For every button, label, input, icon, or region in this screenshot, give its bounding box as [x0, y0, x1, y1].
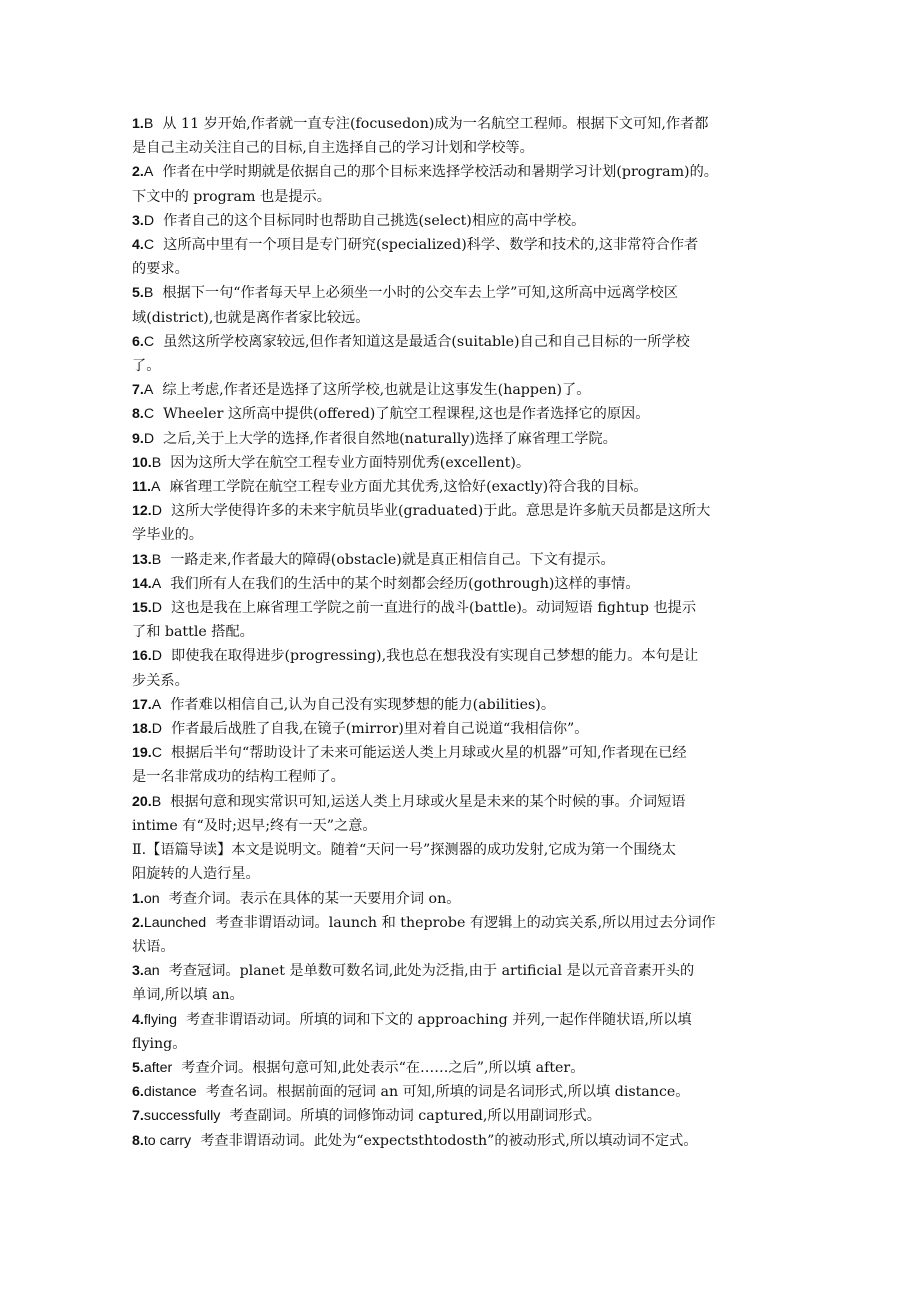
item-answer: D: [151, 600, 162, 617]
answer-item: [132, 330, 796, 354]
item-answer: distance: [143, 1084, 197, 1101]
intro-text: 阳旋转的人造行星。: [132, 866, 260, 883]
item-answer: C: [143, 333, 155, 350]
item-answer: after: [143, 1059, 173, 1076]
item-explanation: 考查非谓语动词。所填的词和下文的 approaching 并列,一起作伴随状语,所以填: [186, 1011, 692, 1028]
grammar-item: [132, 911, 796, 935]
item-explanation: 是一名非常成功的结构工程师了。: [132, 769, 345, 786]
item-answer: flying: [143, 1011, 177, 1028]
item-number: 19.: [132, 745, 152, 762]
item-number: 15.: [132, 600, 152, 617]
item-answer: D: [151, 721, 162, 738]
answer-item-continuation: [132, 814, 796, 838]
item-number: 12.: [132, 503, 152, 520]
item-explanation: 考查副词。所填的词修饰动词 captured,所以用副词形式。: [229, 1108, 601, 1125]
item-answer: A: [143, 382, 154, 399]
item-explanation: 域(district),也就是离作者家比较远。: [132, 309, 370, 326]
item-number: 11.: [132, 479, 151, 496]
item-number: 4.: [132, 237, 144, 254]
answer-item: [132, 475, 796, 499]
item-explanation: 作者难以相信自己,认为自己没有实现梦想的能力(abilities)。: [170, 696, 556, 713]
item-number: 17.: [132, 696, 152, 713]
item-answer: C: [143, 237, 155, 254]
item-explanation: 单词,所以填 an。: [132, 987, 244, 1004]
answer-item-continuation: [132, 620, 796, 644]
answer-item-continuation: [132, 136, 796, 160]
intro-text: Ⅱ.【语篇导读】本文是说明文。随着“天问一号”探测器的成功发射,它成为第一个围绕太: [132, 842, 676, 859]
item-number: 1.: [132, 890, 144, 907]
answer-item-continuation: [132, 669, 796, 693]
item-answer: C: [151, 745, 162, 762]
answer-item-continuation: [132, 185, 796, 209]
item-number: 6.: [132, 333, 144, 350]
item-number: 10.: [132, 454, 152, 471]
item-number: 3.: [132, 212, 144, 229]
answer-item-continuation: [132, 765, 796, 789]
item-number: 13.: [132, 551, 152, 568]
item-number: 6.: [132, 1084, 144, 1101]
item-explanation: intime 有“及时;迟早;终有一天”之意。: [132, 817, 377, 834]
item-explanation: 下文中的 program 也是提示。: [132, 188, 331, 205]
answer-item-continuation: [132, 523, 796, 547]
answer-item: [132, 693, 796, 717]
item-number: 16.: [132, 648, 152, 665]
answer-item: [132, 112, 796, 136]
item-number: 7.: [132, 1108, 144, 1125]
item-number: 18.: [132, 721, 152, 738]
item-number: 7.: [132, 382, 144, 399]
item-number: 9.: [132, 430, 144, 447]
item-answer: D: [143, 212, 155, 229]
answer-item: [132, 451, 796, 475]
answer-item-continuation: [132, 257, 796, 281]
item-answer: A: [151, 575, 162, 592]
item-explanation: 综上考虑,作者还是选择了这所学校,也就是让这事发生(happen)了。: [162, 382, 591, 399]
item-answer: A: [143, 164, 154, 181]
item-explanation: 从 11 岁开始,作者就一直专注(focusedon)成为一名航空工程师。根据下文可知,作者都: [162, 116, 709, 132]
answer-item: [132, 644, 796, 668]
grammar-item: [132, 1129, 796, 1153]
item-answer: B: [151, 454, 162, 471]
answer-item: [132, 281, 796, 305]
item-number: 1.: [132, 116, 144, 132]
item-number: 2.: [132, 164, 144, 181]
item-explanation: 步关系。: [132, 672, 189, 689]
grammar-item: [132, 959, 796, 983]
answer-item: [132, 427, 796, 451]
item-explanation: 的要求。: [132, 261, 189, 278]
item-explanation: flying。: [132, 1035, 187, 1052]
item-answer: D: [151, 648, 162, 665]
item-number: 5.: [132, 285, 144, 302]
item-number: 4.: [132, 1011, 144, 1028]
item-answer: B: [143, 116, 154, 132]
grammar-item: [132, 1056, 796, 1080]
item-explanation: 根据下一句“作者每天早上必须坐一小时的公交车去上学”可知,这所高中远离学校区: [162, 285, 678, 302]
item-explanation: 了和 battle 搭配。: [132, 624, 254, 641]
item-answer: B: [151, 793, 162, 810]
item-answer: B: [143, 285, 154, 302]
answer-item: [132, 717, 796, 741]
grammar-item: [132, 1080, 796, 1104]
grammar-item-continuation: [132, 1032, 796, 1056]
item-explanation: Wheeler 这所高中提供(offered)了航空工程课程,这也是作者选择它的原因。: [163, 406, 650, 423]
item-explanation: 是自己主动关注自己的目标,自主选择自己的学习计划和学校等。: [132, 140, 534, 157]
item-explanation: 我们所有人在我们的生活中的某个时刻都会经历(gothrough)这样的事情。: [170, 575, 640, 592]
answer-document: [132, 112, 796, 1153]
item-explanation: 因为这所大学在航空工程专业方面特别优秀(excellent)。: [170, 454, 531, 471]
item-explanation: 作者在中学时期就是依据自己的那个目标来选择学校活动和暑期学习计划(program)的。: [162, 164, 718, 181]
item-explanation: 考查非谓语动词。launch 和 theprobe 有逻辑上的动宾关系,所以用过去分词作: [215, 914, 716, 931]
grammar-item: [132, 1104, 796, 1128]
grammar-item-continuation: [132, 983, 796, 1007]
answer-item: [132, 572, 796, 596]
section-two-intro: [132, 862, 796, 886]
item-explanation: 这所高中里有一个项目是专门研究(specialized)科学、数学和技术的,这非常符合作者: [163, 237, 699, 254]
grammar-item: [132, 1008, 796, 1032]
answer-item: [132, 548, 796, 572]
answer-item: [132, 402, 796, 426]
item-answer: D: [151, 503, 162, 520]
item-explanation: 麻省理工学院在航空工程专业方面尤其优秀,这恰好(exactly)符合我的目标。: [169, 479, 648, 496]
item-explanation: 之后,关于上大学的选择,作者很自然地(naturally)选择了麻省理工学院。: [163, 430, 617, 447]
item-answer: on: [143, 890, 160, 907]
item-explanation: 即使我在取得进步(progressing),我也总在想我没有实现自己梦想的能力。本句是让: [171, 648, 699, 665]
item-number: 5.: [132, 1059, 144, 1076]
answer-item: [132, 378, 796, 402]
item-explanation: 了。: [132, 358, 161, 375]
item-explanation: 考查非谓语动词。此处为“expectsthtodosth”的被动形式,所以填动词不定式。: [200, 1132, 698, 1149]
item-explanation: 根据句意和现实常识可知,运送人类上月球或火星是未来的某个时候的事。介词短语: [170, 793, 686, 810]
answer-item: [132, 790, 796, 814]
answer-item-continuation: [132, 354, 796, 378]
item-explanation: 根据后半句“帮助设计了未来可能运送人类上月球或火星的机器”可知,作者现在已经: [171, 745, 687, 762]
item-explanation: 考查介词。根据句意可知,此处表示“在……之后”,所以填 after。: [181, 1059, 585, 1076]
item-answer: an: [143, 963, 160, 980]
item-explanation: 状语。: [132, 938, 175, 955]
item-answer: B: [151, 551, 162, 568]
item-answer: D: [143, 430, 155, 447]
answer-item: [132, 499, 796, 523]
item-explanation: 考查冠词。planet 是单数可数名词,此处为泛指,由于 artificial 是以元音音素开头的: [168, 963, 695, 980]
item-answer: successfully: [143, 1108, 221, 1125]
item-answer: to carry: [143, 1132, 192, 1149]
answer-item: [132, 209, 796, 233]
item-explanation: 考查介词。表示在具体的某一天要用介词 on。: [168, 890, 461, 907]
item-explanation: 作者最后战胜了自我,在镜子(mirror)里对着自己说道“我相信你”。: [171, 721, 589, 738]
item-explanation: 考查名词。根据前面的冠词 an 可知,所填的词是名词形式,所以填 distance。: [205, 1084, 690, 1101]
item-explanation: 作者自己的这个目标同时也帮助自己挑选(select)相应的高中学校。: [163, 212, 586, 229]
item-number: 8.: [132, 1132, 144, 1149]
section-two-intro: [132, 838, 796, 862]
answer-item: [132, 233, 796, 257]
item-explanation: 这也是我在上麻省理工学院之前一直进行的战斗(battle)。动词短语 fightup 也提示: [171, 600, 697, 617]
item-number: 14.: [132, 575, 152, 592]
grammar-item-continuation: [132, 935, 796, 959]
item-answer: Launched: [143, 914, 207, 931]
item-number: 8.: [132, 406, 144, 423]
item-explanation: 一路走来,作者最大的障碍(obstacle)就是真正相信自己。下文有提示。: [170, 551, 615, 568]
item-number: 2.: [132, 914, 144, 931]
item-explanation: 虽然这所学校离家较远,但作者知道这是最适合(suitable)自己和自己目标的一所学校: [163, 333, 690, 350]
item-explanation: 学毕业的。: [132, 527, 203, 544]
item-explanation: 这所大学使得许多的未来宇航员毕业(graduated)于此。意思是许多航天员都是这所大: [171, 503, 711, 520]
answer-item: [132, 596, 796, 620]
item-answer: A: [150, 479, 161, 496]
item-answer: C: [143, 406, 155, 423]
answer-item: [132, 160, 796, 184]
item-number: 3.: [132, 963, 144, 980]
answer-item: [132, 741, 796, 765]
grammar-item: [132, 887, 796, 911]
item-answer: A: [151, 696, 162, 713]
item-number: 20.: [132, 793, 152, 810]
answer-item-continuation: [132, 306, 796, 330]
